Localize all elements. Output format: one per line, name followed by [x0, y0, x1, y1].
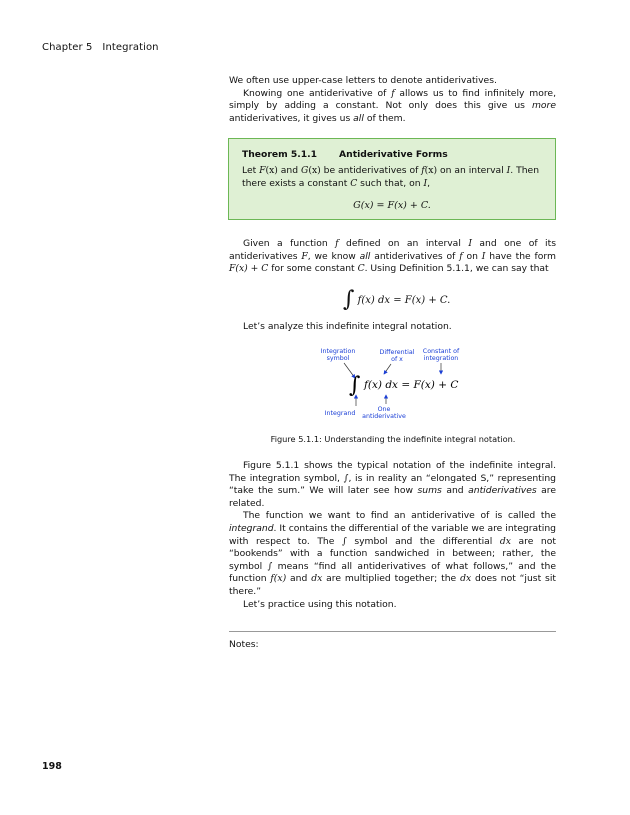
running-header — [42, 42, 159, 53]
notes-label: Notes: — [229, 639, 259, 650]
display-equation — [343, 284, 451, 312]
theorem-equation: G(x) = F(x) + C. — [353, 200, 431, 211]
antiderivative-text — [229, 238, 556, 276]
theorem-box — [228, 138, 556, 220]
label-integration-symbol-2: symbol — [326, 355, 350, 362]
chapter-title: Integration — [102, 42, 159, 53]
page-number: 198 — [42, 761, 62, 772]
figure-caption: Figure 5.1.1: Understanding the indefinite integral notation. — [270, 434, 516, 444]
integral-notation-figure — [300, 340, 470, 425]
label-antiderivative-2: antiderivative — [362, 413, 406, 420]
paragraph-5: Figure 5.1.1 shows the typical notation of the indefinite integral. The integration symbol, ∫, is in reality an “elongated S,” representing “take the sum.” We will later see how sums and antiderivatives are related. — [229, 460, 557, 509]
label-antiderivative-1: One — [377, 406, 391, 413]
figure-integral-sign: ∫ — [349, 373, 361, 398]
label-constant-2: integration — [423, 355, 459, 362]
integral-sign: ∫ — [343, 287, 355, 312]
theorem-statement: Let F(x) and G(x) be antiderivatives of f(x) on an interval I. Then there exists a constant C such that, on I, — [242, 165, 540, 189]
arrow-differential — [384, 364, 391, 374]
paragraph-1: We often use upper-case letters to denote antiderivatives. — [229, 75, 497, 86]
paragraph-3: Given a function f defined on an interval I and one of its antiderivatives F, we know all antiderivatives of f on I have the form F(x) + C for some constant C. Using Definition 5.1.1, we can say that — [229, 238, 556, 275]
intro-text — [229, 75, 556, 125]
figure-expression: f(x) dx = F(x) + C — [364, 379, 459, 391]
paragraph-2: Knowing one antiderivative of f allows us to find infinitely more, simply by adding a constant. Not only does this give us more antiderivatives, it gives us all of them. — [229, 87, 556, 124]
label-differential-1: Differential — [379, 349, 415, 356]
paragraph-4: Let’s analyze this indefinite integral notation. — [243, 321, 452, 332]
paragraph-6: The function we want to find an antiderivative of is called the integrand. It contains the differential of the variable we are integrating with respect to. The ∫ symbol and the differential dx are not “bookends” with a function sandwiched in between; rather, the symbol ∫ means “find all antiderivatives of what follows,” and the function f(x) and dx are multiplied together; the dx does not “just sit there.” — [229, 510, 557, 597]
chapter-label: Chapter 5 — [42, 42, 93, 53]
display-equation-body: f(x) dx = F(x) + C. — [357, 295, 451, 306]
paragraph-7: Let’s practice using this notation. — [243, 598, 397, 610]
label-differential-2: of x — [391, 356, 403, 363]
notes-divider — [229, 631, 556, 632]
label-constant-1: Constant of — [422, 348, 460, 355]
label-integration-symbol-1: Integration — [320, 348, 356, 355]
explanation-text — [229, 460, 556, 611]
theorem-title: Theorem 5.1.1 Antiderivative Forms — [242, 149, 448, 160]
label-integrand: Integrand — [324, 410, 356, 417]
